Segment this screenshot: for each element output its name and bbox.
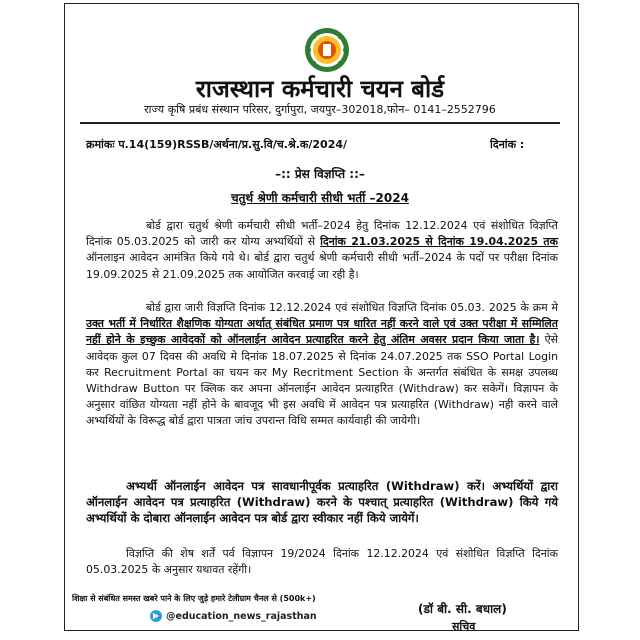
header-divider — [80, 122, 560, 124]
telegram-handle-row — [150, 610, 317, 622]
p2-underlined-notice: उक्त भर्ती में निर्धारित शैक्षणिक योग्यता अर्थात् संबंधित प्रमाण पत्र धारित नहीं करने वाले एवं उक्त परीक्षा में सम्मिलित नहीं होने के इच्छुक आवेदकों को ऑनलाईन आवेदन प्रत्याहरित करने हेतु अंतिम अवसर प्रदान किया जाता है। — [86, 317, 558, 347]
p1-text-b: ऑनलाइन आवेदन आमंत्रित किये गये थे। बोर्ड द्वारा चतुर्थ श्रेणी कर्मचारी सीधी भर्ती–2024 के पदों पर परीक्षा दिनांक 19.09.2025 से 21.09.2025 तक आयोजित करवाई जा रही है। — [86, 251, 558, 281]
notice-subject: चतुर्थ श्रेणी कर्मचारी सीधी भर्ती –2024 — [231, 191, 409, 205]
signatory-title: सचिव — [452, 620, 476, 633]
signatory-name: (डॉ बी. सी. बधाल) — [418, 602, 507, 616]
telegram-promo-note: शिक्षा से संबंधित समस्त खबरे पाने के लिए जुड़े हमारे टेलीग्राम चैनल से (500k+) — [72, 594, 316, 603]
reference-number: क्रमांकः प.14(159)RSSB/अर्थना/प्र.सु.वि/च.श्रे.क/2024/ — [86, 138, 348, 151]
telegram-icon — [150, 610, 162, 622]
p1-dates-underlined: दिनांक 21.03.2025 से दिनांक 19.04.2025 तक — [320, 235, 558, 249]
p2-text-a: बोर्ड द्वारा जारी विज्ञप्ति दिनांक 12.12.2024 एवं संशोधित विज्ञप्ति दिनांक 05.03. 2025 के क्रम मे — [146, 301, 558, 314]
paragraph-3-warning: अभ्यर्थी ऑनलाईन आवेदन पत्र सावधानीपूर्वक प्रत्याहरित (Withdraw) करें। अभ्यर्थियों द्वारा ऑनलाईन आवेदन पत्र प्रत्याहरित (Withdraw) करने के पश्चात् प्रत्याहरित (Withdraw) किये गये अभ्यर्थियों के दोबारा ऑनलाईन आवेदन पत्र बोर्ड द्वारा स्वीकार नहीं किये जायेगें। — [86, 479, 558, 525]
p1-text-a: बोर्ड द्वारा चतुर्थ श्रेणी कर्मचारी सीधी भर्ती–2024 हेतु दिनांक 12.12.2024 एवं संशोधित विज्ञप्ति दिनांक 05.03.2025 को जारी कर योग्य अभ्यर्थियों से — [86, 219, 558, 249]
p2-text-b: ऐसे आवेदक कुल 07 दिवस की अवधि मे दिनांक 18.07.2025 से दिनांक 24.07.2025 तक SSO Portal Login कर Recruitment Portal का चयन कर My Recritment Section के अन्तर्गत संबंधित के समक्ष उपलब्ध Withdraw Button पर क्लिक कर अपना ऑनलाईन आवेदन प्रत्याहरित (Withdraw) कर सकेगें। विज्ञापन के अनुसार वांछित योग्यता नहीं होने के बावजूद भी इस अवधि में आवेदन पत्र प्रत्याहरित (Withdraw) नही करने वाले अभ्यर्थियों के विरूद्ध बोर्ड द्वारा पात्रता जांच उपरान्त विधि सम्मत कार्यवाही की जायेगी। — [86, 333, 559, 428]
telegram-handle: @education_news_rajasthan — [166, 610, 317, 622]
date-label: दिनांक : — [490, 138, 525, 151]
paragraph-2 — [86, 300, 558, 430]
press-release-heading: –:: प्रेस विज्ञप्ति ::– — [275, 167, 365, 181]
paragraph-1 — [86, 218, 558, 283]
organization-title: राजस्थान कर्मचारी चयन बोर्ड — [195, 75, 445, 103]
rssb-emblem-icon — [303, 26, 351, 74]
paragraph-4: विज्ञप्ति की शेष शर्तें पर्व विज्ञापन 19/2024 दिनांक 12.12.2024 एवं संशोधित विज्ञप्ति दिनांक 05.03.2025 के अनुसार यथावत रहेंगी। — [86, 547, 558, 577]
organization-address: राज्य कृषि प्रबंध संस्थान परिसर, दुर्गापुरा, जयपुर–302018,फोन– 0141–2552796 — [144, 103, 496, 116]
